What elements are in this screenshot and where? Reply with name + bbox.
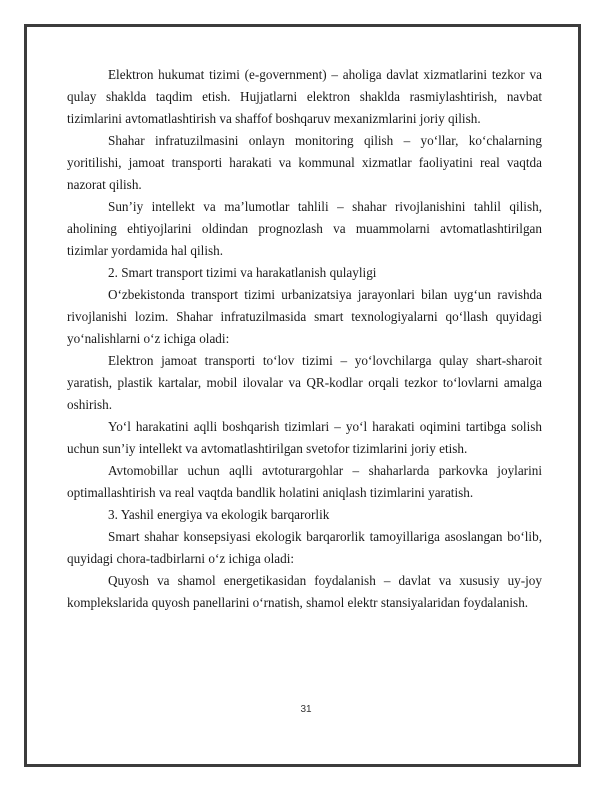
page-number: 31 — [300, 704, 312, 715]
paragraph-transport-payment: Elektron jamoat transporti to‘lov tizimi – yo‘lovchilarga qulay shart-sharoit yaratish, plastik kartalar, mobil ilovalar va QR-kodlar orqali tezkor to‘lovlarni amalga oshirish. — [67, 353, 542, 412]
paragraph-traffic-management: Yo‘l harakatini aqlli boshqarish tizimlari – yo‘l harakati oqimini tartibga solish uchun sun’iy intellekt va avtomatlashtirilgan svetofor tizimlarini joriy etish. — [67, 419, 542, 456]
section-heading-smart-transport: 2. Smart transport tizimi va harakatlanish qulayligi — [108, 265, 377, 280]
paragraph-ecology-intro: Smart shahar konsepsiyasi ekologik barqarorlik tamoyillariga asoslangan bo‘lib, quyidagi chora-tadbirlarni o‘z ichiga oladi: — [67, 529, 542, 566]
paragraph-smart-parking: Avtomobillar uchun aqlli avtoturargohlar – shaharlarda parkovka joylarini optimallashtirish va real vaqtda bandlik holatini aniqlash tizimlarini yaratish. — [67, 463, 542, 500]
document-body — [67, 64, 542, 614]
section-heading-green-energy: 3. Yashil energiya va ekologik barqarorlik — [108, 507, 330, 522]
paragraph-transport-intro: O‘zbekistonda transport tizimi urbanizatsiya jarayonlari bilan uyg‘un ravishda rivojlanishi lozim. Shahar infratuzilmasida smart texnologiyalarni qo‘llash quyidagi yo‘nalishlarni o‘z ichiga oladi: — [67, 287, 542, 346]
paragraph-ai-data-analysis: Sun’iy intellekt va ma’lumotlar tahlili – shahar rivojlanishini tahlil qilish, aholining ehtiyojlarini oldindan prognozlash va muammolarni avtomatlashtirilgan tizimlar yordamida hal qilish. — [67, 199, 542, 258]
paragraph-solar-wind: Quyosh va shamol energetikasidan foydalanish – davlat va xususiy uy-joy komplekslarida quyosh panellarini o‘rnatish, shamol elektr stansiyalaridan foydalanish. — [67, 573, 542, 610]
paragraph-infrastructure-monitoring: Shahar infratuzilmasini onlayn monitoring qilish – yo‘llar, ko‘chalarning yoritilishi, jamoat transporti harakati va kommunal xizmatlar faoliyatini real vaqtda nazorat qilish. — [67, 133, 542, 192]
paragraph-e-government: Elektron hukumat tizimi (e-government) – aholiga davlat xizmatlarini tezkor va qulay shaklda taqdim etish. Hujjatlarni elektron shaklda rasmiylashtirish, navbat tizimlarini avtomatlashtirish va shaffof boshqaruv mexanizmlarini joriy qilish. — [67, 67, 542, 126]
